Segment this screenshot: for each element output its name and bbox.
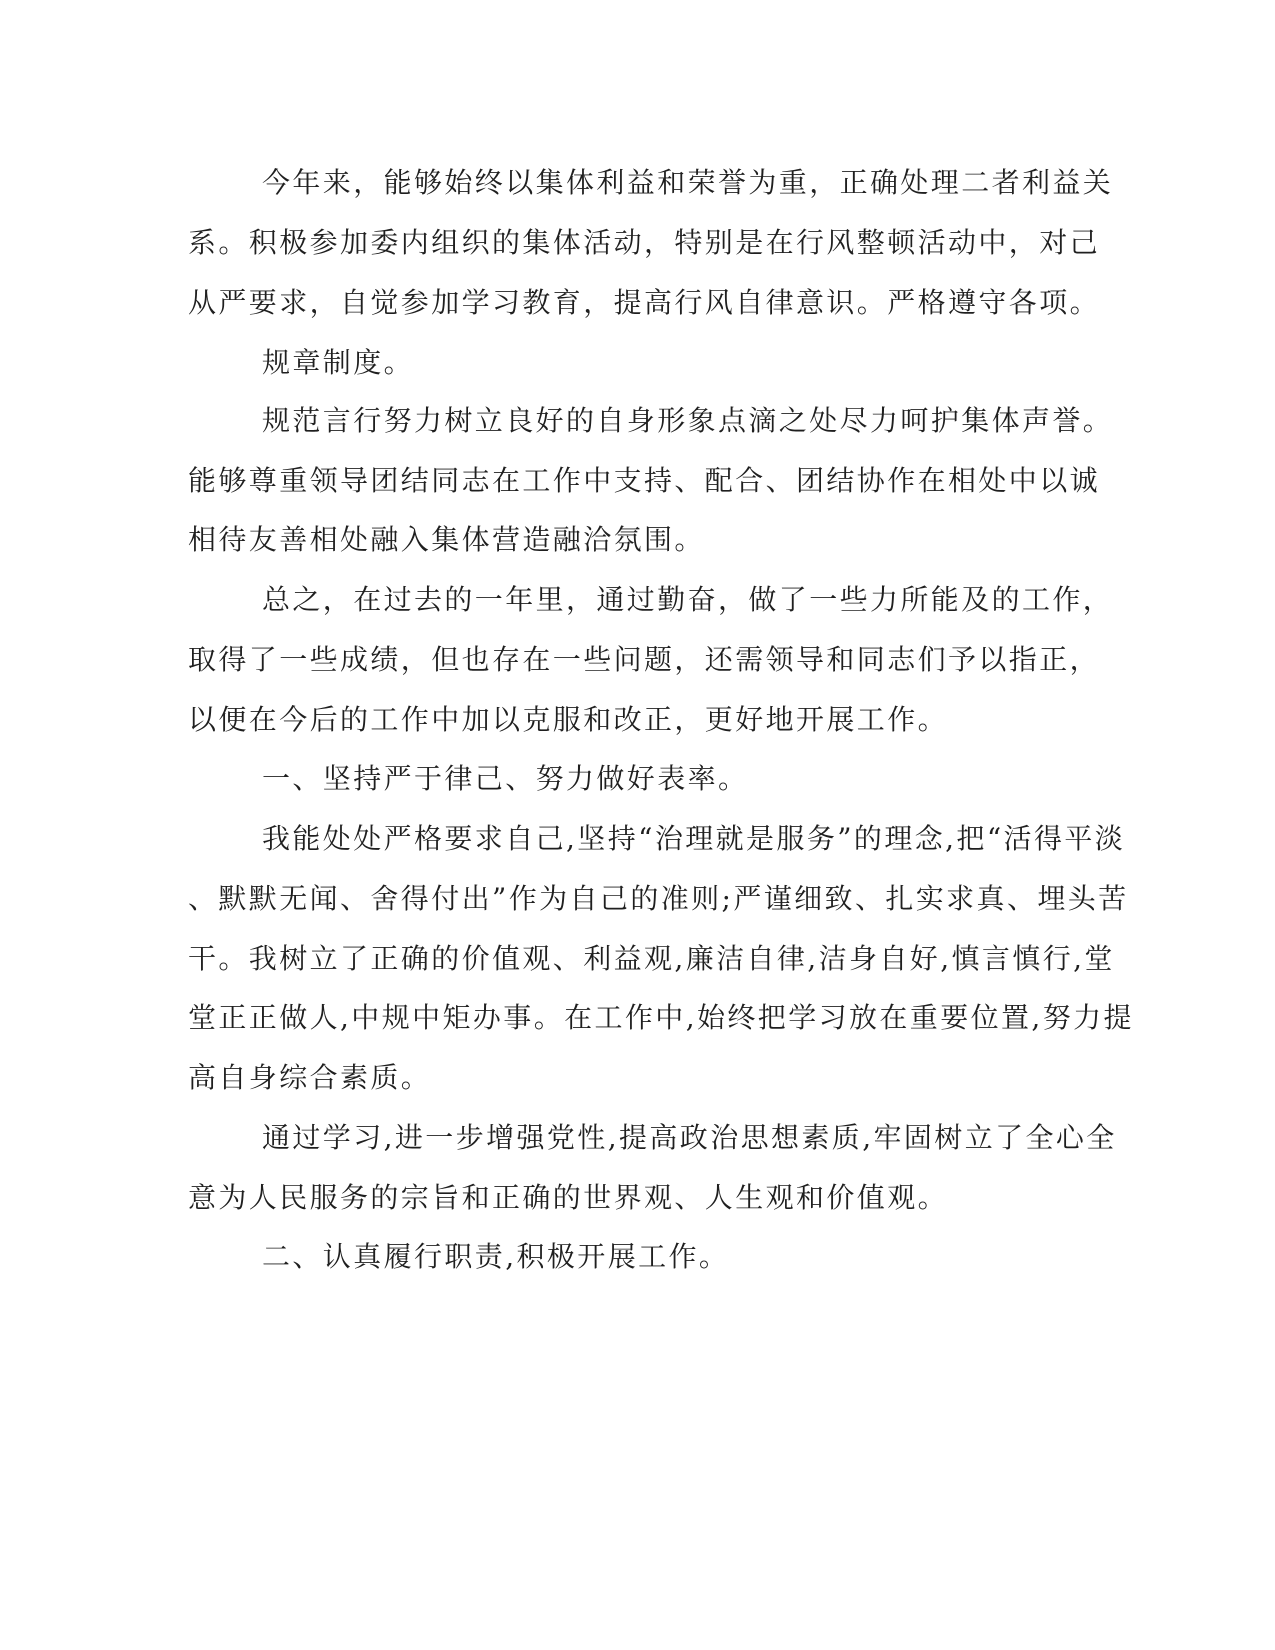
text-line: 取得了一些成绩，但也存在一些问题，还需领导和同志们予以指正， <box>188 643 1101 676</box>
text-line: 我能处处严格要求自己,坚持“治理就是服务”的理念,把“活得平淡 <box>262 822 1126 855</box>
text-line: 干。我树立了正确的价值观、利益观,廉洁自律,洁身自好,慎言慎行,堂 <box>188 942 1115 975</box>
text-line: 高自身综合素质。 <box>188 1061 432 1094</box>
text-line: 今年来，能够始终以集体利益和荣誉为重，正确处理二者利益关 <box>262 166 1114 199</box>
text-line: 规章制度。 <box>262 346 415 379</box>
text-line: 堂正正做人,中规中矩办事。在工作中,始终把学习放在重要位置,努力提 <box>188 1001 1134 1034</box>
text-line: 意为人民服务的宗旨和正确的世界观、人生观和价值观。 <box>188 1181 949 1214</box>
section-heading: 一、坚持严于律己、努力做好表率。 <box>262 762 749 795</box>
text-line: 总之，在过去的一年里，通过勤奋，做了一些力所能及的工作， <box>262 583 1114 616</box>
text-line: 以便在今后的工作中加以克服和改正，更好地开展工作。 <box>188 703 949 736</box>
section-heading: 二、认真履行职责,积极开展工作。 <box>262 1240 730 1273</box>
text-line: 系。积极参加委内组织的集体活动，特别是在行风整顿活动中，对己 <box>188 226 1101 259</box>
text-line: 、默默无闻、舍得付出”作为自己的准则;严谨细致、扎实求真、埋头苦 <box>188 882 1129 915</box>
text-line: 相待友善相处融入集体营造融洽氛围。 <box>188 523 705 556</box>
text-line: 从严要求，自觉参加学习教育，提高行风自律意识。严格遵守各项。 <box>188 286 1101 319</box>
text-line: 能够尊重领导团结同志在工作中支持、配合、团结协作在相处中以诚 <box>188 464 1101 497</box>
text-line: 通过学习,进一步增强党性,提高政治思想素质,牢固树立了全心全 <box>262 1121 1117 1154</box>
text-line: 规范言行努力树立良好的自身形象点滴之处尽力呵护集体声誉。 <box>262 404 1114 437</box>
